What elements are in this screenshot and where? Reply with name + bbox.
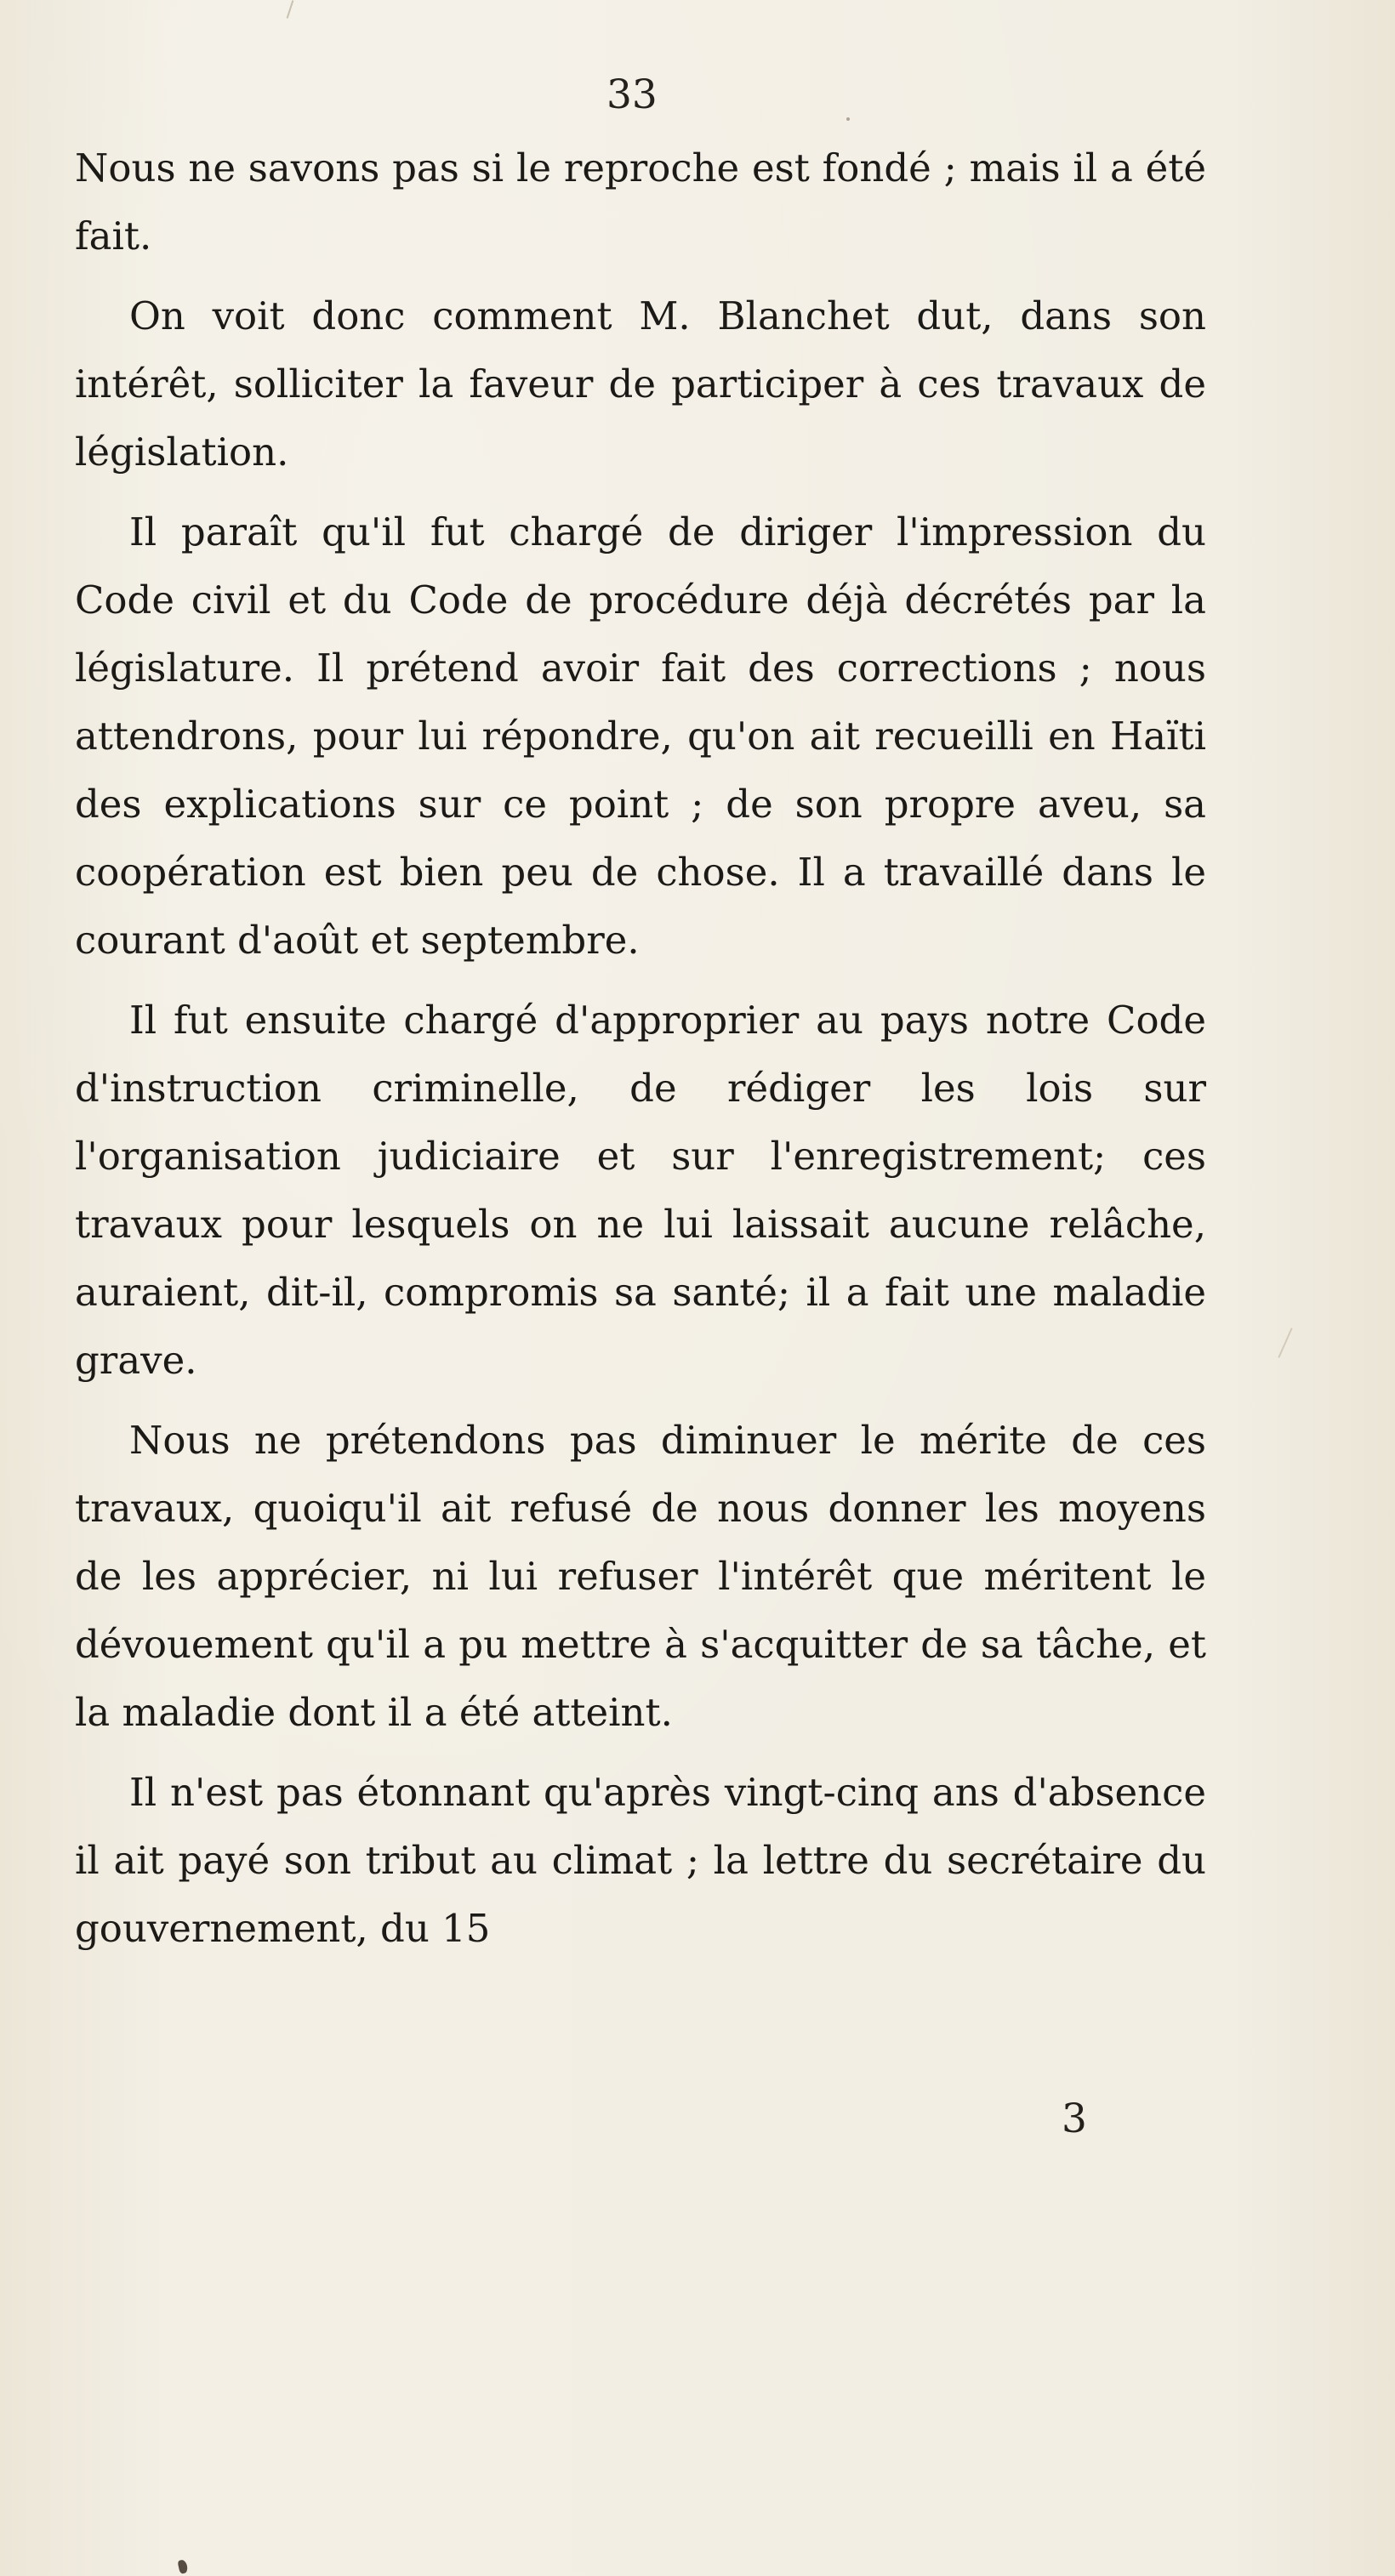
ink-speck bbox=[846, 117, 850, 121]
paragraph-5: Nous ne prétendons pas diminuer le mérite de ces travaux, quoiqu'il ait refusé de nous donner les moyens de les apprécier, ni lui refuser l'intérêt que méritent le dévouement qu'il a pu mettre à s'acquitter de sa tâche, et la maladie dont il a été atteint. bbox=[75, 1418, 1206, 1735]
page-number: 33 bbox=[606, 71, 658, 118]
ink-stain bbox=[177, 2559, 188, 2574]
paragraph-1: Nous ne savons pas si le reproche est fondé ; mais il a été fait. bbox=[75, 145, 1206, 259]
paragraph-6: Il n'est pas étonnant qu'après vingt-cinq ans d'absence il ait payé son tribut au climat ; la lettre du secrétaire du gouvernement, du 15 bbox=[75, 1770, 1206, 1951]
body-text bbox=[75, 134, 1206, 1975]
paragraph-3: Il paraît qu'il fut chargé de diriger l'impression du Code civil et du Code de procédure déjà décrétés par la législature. Il prétend avoir fait des corrections ; nous attendrons, pour lui répondre, qu'on ait recueilli en Haïti des explications sur ce point ; de son propre aveu, sa coopération est bien peu de chose. Il a travaillé dans le courant d'août et septembre. bbox=[75, 509, 1206, 963]
paper-mark bbox=[287, 0, 294, 19]
paragraph-2: On voit donc comment M. Blanchet dut, dans son intérêt, solliciter la faveur de participer à ces travaux de législation. bbox=[75, 293, 1206, 475]
paragraph-4: Il fut ensuite chargé d'approprier au pays notre Code d'instruction criminelle, de rédiger les lois sur l'organisation judiciaire et sur l'enregistrement; ces travaux pour lesquels on ne lui laissait aucune relâche, auraient, dit-il, compromis sa santé; il a fait une maladie grave. bbox=[75, 998, 1206, 1383]
paper-mark bbox=[1278, 1328, 1292, 1358]
signature-mark: 3 bbox=[1062, 2095, 1087, 2142]
